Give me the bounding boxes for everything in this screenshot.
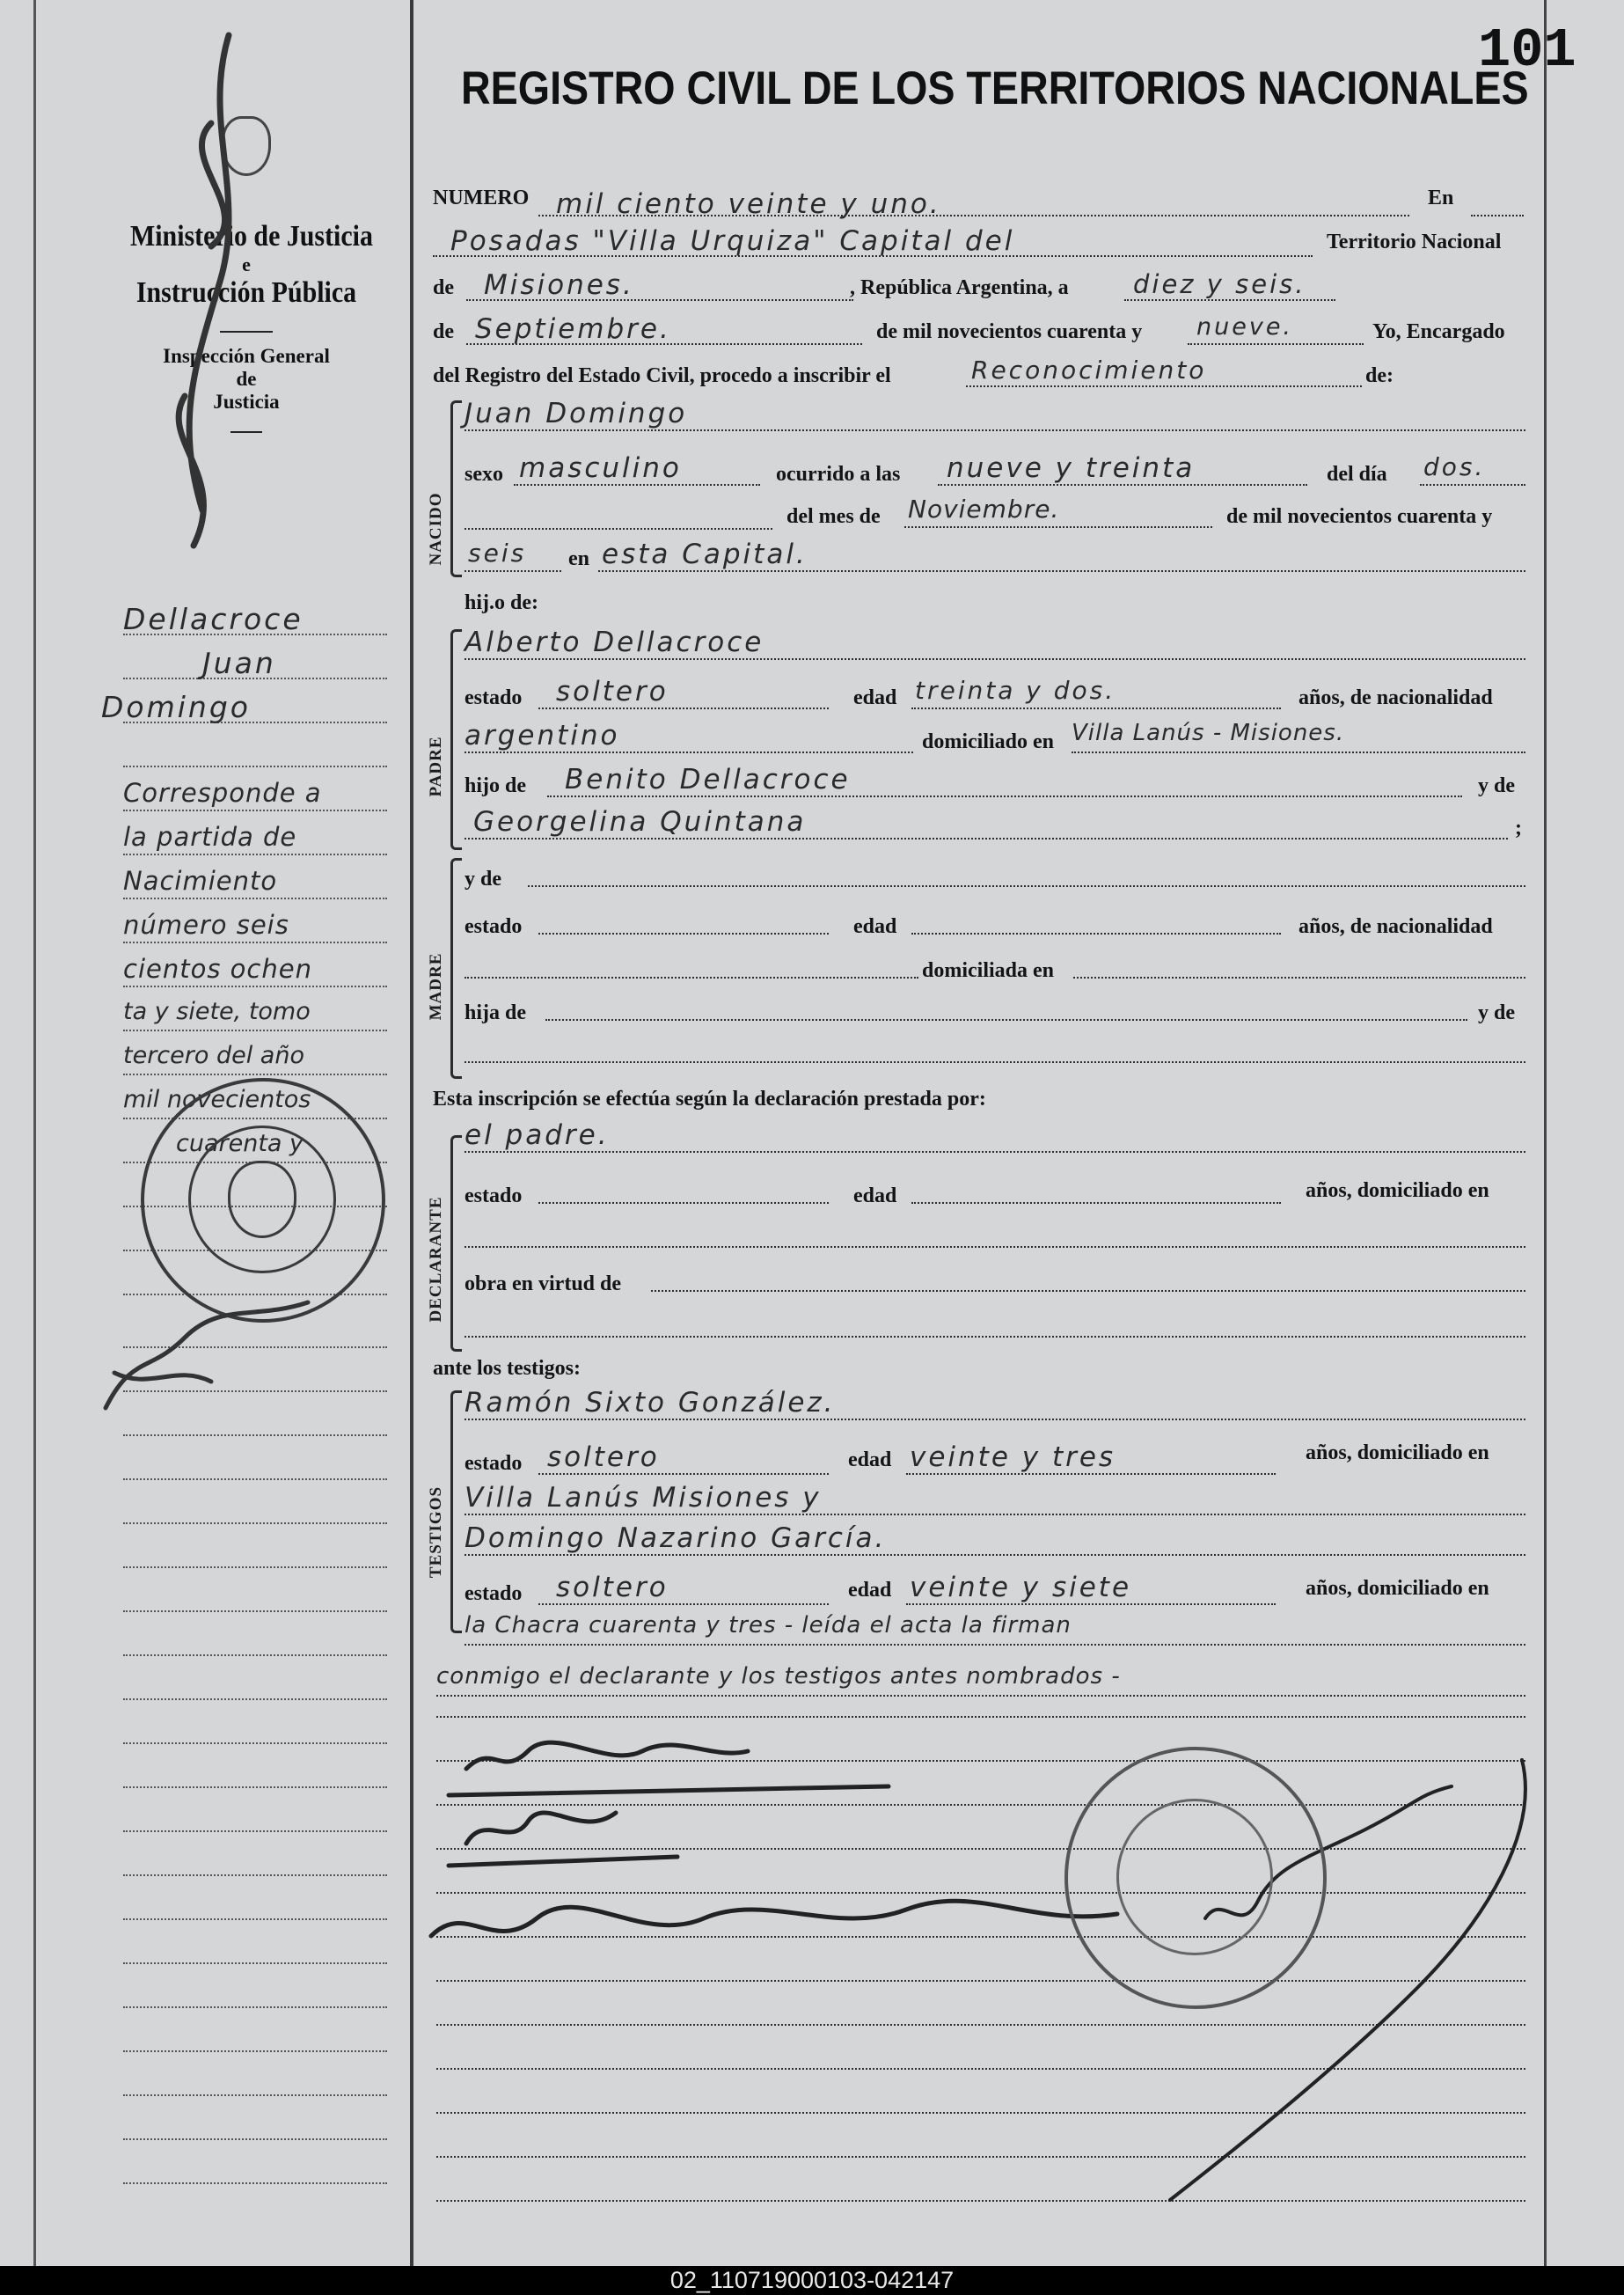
- padre-nac-label: años, de nacionalidad: [1298, 686, 1493, 709]
- padre-estado-label: estado: [465, 686, 523, 709]
- mes-field: [904, 495, 1212, 528]
- margin-note-line: Domingo: [101, 690, 251, 724]
- testigo1-edad-field: [906, 1441, 1276, 1475]
- testigo2-name-field: [465, 1522, 1525, 1556]
- lugar-label: en: [568, 547, 589, 570]
- testigo2-dom-field: [465, 1612, 1525, 1646]
- margin-note-line: ta y siete, tomo: [123, 998, 311, 1025]
- hora-value: nueve y treinta: [947, 452, 1196, 484]
- registro-label: del Registro del Estado Civil, procedo a inscribir el: [433, 364, 891, 387]
- declarante-side-label: DECLARANTE: [427, 1196, 445, 1323]
- page-title: REGISTRO CIVIL DE LOS TERRITORIOS NACIONALES: [461, 62, 1529, 114]
- testigo2-name: Domingo Nazarino García.: [465, 1522, 887, 1554]
- padre-nac-value: argentino: [465, 720, 620, 752]
- madre-hija-de-label: hija de: [465, 1001, 527, 1024]
- padre-edad-value: treinta y dos.: [915, 676, 1116, 705]
- madre-dom-label: domiciliada en: [922, 959, 1055, 982]
- testigo2-estado: soltero: [556, 1572, 669, 1603]
- margin-note-line: cuarenta y: [176, 1130, 304, 1157]
- padre-y-de-label: y de: [1478, 774, 1515, 797]
- madre-brace: [450, 858, 462, 1079]
- testigo1-estado-label: estado: [465, 1452, 523, 1475]
- padre-name-field: [465, 627, 1525, 660]
- padre-father-field: [547, 764, 1462, 797]
- place-value: Posadas "Villa Urquiza" Capital del: [450, 225, 1015, 257]
- margin-note-line: la partida de: [123, 822, 297, 852]
- ministry-sub1: Inspección General: [163, 345, 330, 367]
- testigo1-dom-label: años, domiciliado en: [1306, 1441, 1489, 1464]
- padre-dom-label: domiciliado en: [922, 730, 1055, 753]
- declarante-estado-label: estado: [465, 1184, 523, 1207]
- sexo-label: sexo: [465, 463, 503, 486]
- padre-father-value: Benito Dellacroce: [565, 764, 851, 796]
- dia-value: dos.: [1423, 452, 1486, 481]
- madre-mother-field: [465, 1035, 1525, 1063]
- ministry-line1: Ministerio de Justicia: [130, 220, 373, 253]
- numero-value: mil ciento veinte y uno.: [556, 188, 941, 220]
- declarante-dom-label: años, domiciliado en: [1306, 1179, 1489, 1202]
- testigo1-dom: Villa Lanús Misiones y: [465, 1482, 822, 1514]
- margin-note-line: Dellacroce: [123, 602, 304, 636]
- testigo1-dom-field: [465, 1482, 1525, 1515]
- testigo2-estado-field: [538, 1572, 829, 1605]
- margin-stamp-signature: [97, 1267, 396, 1426]
- padre-nac-field: [465, 720, 913, 753]
- margin-note-line: tercero del año: [123, 1042, 304, 1069]
- ministry-line3: Instrucción Pública: [135, 276, 357, 309]
- numero-field: [538, 188, 1409, 220]
- testigo1-estado-field: [538, 1441, 829, 1475]
- place-field: [433, 225, 1313, 257]
- declarante-estado-field: [538, 1176, 829, 1204]
- closing-field: [436, 1663, 1525, 1697]
- margin-signature: [123, 18, 299, 581]
- en-label: En: [1428, 187, 1454, 209]
- padre-side-label: PADRE: [427, 736, 445, 797]
- territory-field: [466, 269, 853, 301]
- declaracion-label: Esta inscripción se efectúa según la declaración prestada por:: [433, 1088, 986, 1111]
- act-value: Reconocimiento: [971, 356, 1207, 385]
- de2-label: de:: [1365, 364, 1394, 387]
- madre-estado-label: estado: [465, 915, 523, 938]
- madre-nac-field: [465, 950, 918, 979]
- obra-label: obra en virtud de: [465, 1272, 622, 1295]
- testigos-side-label: TESTIGOS: [427, 1485, 445, 1579]
- page-number: 101: [1478, 19, 1576, 82]
- ministry-sub3: Justicia: [213, 391, 280, 413]
- lugar-field: [598, 539, 1525, 572]
- de-label: de: [433, 276, 454, 299]
- testigo2-dom: la Chacra cuarenta y tres - leída el acta la firman: [465, 1612, 1072, 1639]
- mes-label: del mes de: [786, 505, 881, 528]
- ministry-sub2: de: [236, 368, 257, 390]
- margin-note-line: Nacimiento: [123, 866, 278, 896]
- nacido-blank-field: [465, 502, 772, 530]
- signatures: [413, 1725, 1548, 2218]
- declarante-extra-field: [465, 1309, 1525, 1338]
- declarante-value: el padre.: [465, 1119, 610, 1151]
- anio-field: [465, 539, 561, 572]
- day-value: diez y seis.: [1133, 269, 1306, 299]
- hora-field: [938, 452, 1307, 486]
- testigo1-name-field: [465, 1387, 1525, 1420]
- margin-note-line: número seis: [123, 910, 289, 940]
- mes-value: Noviembre.: [908, 495, 1060, 524]
- footer-code: 02_110719000103-042147: [0, 2266, 1624, 2295]
- del-dia-label: del día: [1327, 463, 1387, 486]
- padre-estado-field: [538, 676, 829, 709]
- madre-y-de-label: y de: [465, 868, 501, 891]
- padre-edad-label: edad: [853, 686, 897, 709]
- dia-field: [1420, 452, 1525, 486]
- nacido-name-value: Juan Domingo: [465, 398, 688, 429]
- testigo2-dom-label: años, domiciliado en: [1306, 1577, 1489, 1600]
- margin-note-line: Juan: [202, 646, 276, 680]
- republica-label: , República Argentina, a: [850, 276, 1069, 299]
- margin-note-line: Corresponde a: [123, 778, 322, 808]
- day-field: [1124, 269, 1335, 301]
- declarante-brace: [450, 1135, 462, 1352]
- madre-dom-field: [1073, 950, 1525, 979]
- madre-estado-field: [538, 906, 829, 935]
- sexo-field: [514, 452, 760, 486]
- padre-semicolon: ;: [1515, 817, 1522, 840]
- de-label-2: de: [433, 320, 454, 343]
- month-value: Septiembre.: [475, 313, 671, 345]
- territorio-label: Territorio Nacional: [1327, 231, 1502, 253]
- hijo-label: hij.o de:: [465, 591, 538, 614]
- closing-text: conmigo el declarante y los testigos antes nombrados -: [436, 1663, 1121, 1690]
- testigo1-estado: soltero: [547, 1441, 660, 1473]
- year-value: nueve.: [1196, 313, 1294, 341]
- madre-side-label: MADRE: [427, 952, 445, 1021]
- declarante-name-field: [465, 1119, 1525, 1153]
- nacido-side-label: NACIDO: [427, 492, 445, 566]
- margin-note-line: cientos ochen: [123, 954, 312, 984]
- margin-note-line: mil novecientos: [123, 1086, 311, 1113]
- lugar-value: esta Capital.: [602, 539, 808, 570]
- testigo2-estado-label: estado: [465, 1582, 523, 1605]
- testigo1-name: Ramón Sixto González.: [465, 1387, 836, 1419]
- left-border-line: [33, 0, 36, 2266]
- padre-hijo-de-label: hijo de: [465, 774, 527, 797]
- madre-nac-label: años, de nacionalidad: [1298, 915, 1493, 938]
- month-field: [466, 313, 862, 345]
- padre-mother-value: Georgelina Quintana: [473, 806, 807, 838]
- anio-value: seis: [468, 539, 527, 568]
- testigos-label: ante los testigos:: [433, 1357, 581, 1380]
- year-label: de mil novecientos cuarenta y: [876, 320, 1143, 343]
- madre-edad-label: edad: [853, 915, 897, 938]
- ocurrido-label: ocurrido a las: [776, 463, 901, 486]
- padre-estado-value: soltero: [556, 676, 669, 708]
- declarante-edad-label: edad: [853, 1184, 897, 1207]
- testigo1-edad: veinte y tres: [910, 1441, 1116, 1473]
- sexo-value: masculino: [519, 452, 682, 484]
- coat-of-arms-icon: [228, 1161, 296, 1238]
- act-field: [966, 356, 1362, 387]
- madre-y-de2-label: y de: [1478, 1001, 1515, 1024]
- declarante-dom-field: [465, 1220, 1525, 1248]
- registry-stamp-right: [1064, 1747, 1327, 2009]
- padre-dom-field: [1072, 720, 1525, 753]
- anio-label: de mil novecientos cuarenta y: [1226, 505, 1493, 528]
- numero-label: NUMERO: [433, 187, 530, 209]
- testigo2-edad-label: edad: [848, 1579, 892, 1602]
- nacido-name-field: [465, 398, 1525, 431]
- madre-edad-field: [911, 906, 1281, 935]
- obra-field: [651, 1264, 1525, 1292]
- year-field: [1188, 313, 1364, 345]
- madre-name-field: [528, 859, 1525, 887]
- testigos-brace: [450, 1390, 462, 1633]
- nacido-brace: [450, 400, 462, 577]
- padre-name-value: Alberto Dellacroce: [465, 627, 764, 658]
- padre-brace: [450, 629, 462, 850]
- territory-value: Misiones.: [484, 269, 634, 301]
- madre-father-field: [545, 993, 1467, 1021]
- declarante-edad-field: [911, 1176, 1281, 1204]
- testigo2-edad: veinte y siete: [910, 1572, 1132, 1603]
- en-field: [1471, 188, 1524, 216]
- padre-edad-field: [911, 676, 1281, 709]
- testigo2-edad-field: [906, 1572, 1276, 1605]
- padre-dom-value: Villa Lanús - Misiones.: [1072, 720, 1345, 746]
- ministry-line2: e: [242, 253, 251, 275]
- yo-label: Yo, Encargado: [1372, 320, 1505, 343]
- padre-mother-field: [465, 806, 1508, 840]
- testigo1-edad-label: edad: [848, 1448, 892, 1471]
